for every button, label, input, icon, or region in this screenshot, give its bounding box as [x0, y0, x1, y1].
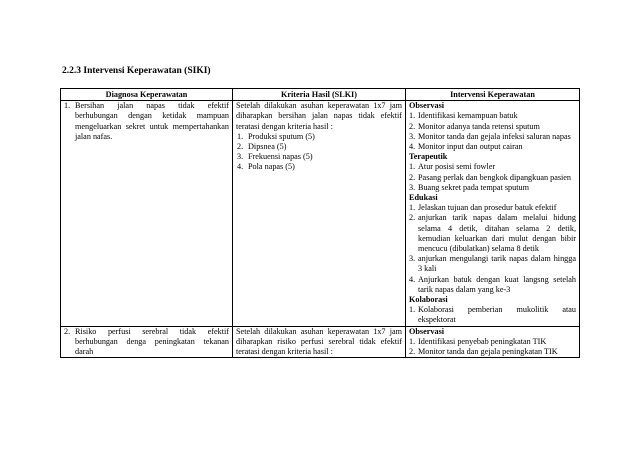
- diagnosa-text: Risiko perfusi serebral tidak efektif berhubungan denga peningkatan tekanan darah: [75, 326, 229, 357]
- observasi-item: 1. Identifikasi kemampuan batuk: [409, 111, 518, 121]
- edukasi-title: Edukasi: [409, 193, 438, 203]
- edukasi-item: 3. anjurkan mengulangi tarik napas dalam hingga 3 kali: [409, 254, 576, 274]
- kriteria-item: 4. Pola napas (5): [237, 162, 295, 172]
- edukasi-item: 2. anjurkan tarik napas dalam melalui hidung selama 4 detik, ditahan selama 2 detik, kemudian keluarkan dari mulut dengan bibir mencucu (dibulatkan) selama 8 detik: [409, 213, 576, 254]
- diagnosa-text: Bersihan jalan napas tidak efektif berhubungan dengan ketidak mampuan mengeluarkan sekret untuk mempertahankan jalan nafas.: [75, 101, 229, 141]
- kriteria-intro: Setelah dilakukan asuhan keperawatan 1x7 jam diharapkan bersihan jalan napas tidak efektif teratasi dengan kriteria hasil :: [236, 101, 402, 131]
- kriteria-cell: [233, 326, 406, 358]
- edukasi-item: 1. Jelaskan tujuan dan prosedur batuk efektif: [409, 203, 557, 213]
- kriteria-intro: Setelah dilakukan asuhan keperawatan 1x7 jam diharapkan risiko perfusi serebral tidak efektif teratasi dengan kriteria hasil :: [236, 326, 402, 357]
- diagnosa-cell: [61, 101, 233, 326]
- intervensi-cell: [406, 326, 580, 358]
- observasi-item: 4. Monitor input dan output cairan: [409, 142, 523, 152]
- observasi-title: Observasi: [409, 101, 445, 111]
- observasi-item: 2. Monitor tanda dan gejala peningkatan TIK: [409, 347, 558, 357]
- kolaborasi-item: 1. Kolaborasi pemberian mukolitik atau ekspektorat: [409, 305, 576, 325]
- diagnosa-cell: [61, 326, 233, 358]
- header-kriteria: Kriteria Hasil (SLKI): [233, 89, 406, 101]
- terapeutik-item: 2. Pasang perlak dan bengkok dipangkuan pasien: [409, 172, 572, 182]
- section-heading: 2.2.3 Intervensi Keperawatan (SIKI): [62, 66, 211, 76]
- kolaborasi-title: Kolaborasi: [409, 295, 448, 305]
- intervensi-cell: [406, 101, 580, 326]
- intervention-table: [60, 88, 580, 358]
- kriteria-item: 2. Dipsnea (5): [237, 142, 287, 152]
- terapeutik-item: 1. Atur posisi semi fowler: [409, 162, 496, 172]
- header-intervensi: Intervensi Keperawatan: [406, 89, 580, 101]
- header-diagnosa: Diagnosa Keperawatan: [61, 89, 233, 101]
- observasi-item: 3. Monitor tanda dan gejala infeksi saluran napas: [409, 131, 571, 141]
- table-row: [61, 101, 580, 326]
- observasi-item: 2. Monitor adanya tanda retensi sputum: [409, 121, 540, 131]
- table-row: [61, 326, 580, 358]
- diagnosa-number: 1.: [64, 101, 71, 111]
- edukasi-item: 4. Anjurkan batuk dengan kuat langsng setelah tarik napas dalam yang ke-3: [409, 274, 576, 294]
- diagnosa-number: 2.: [64, 326, 71, 336]
- kriteria-item: 1. Produksi sputum (5): [237, 131, 315, 141]
- kriteria-cell: [233, 101, 406, 326]
- kriteria-item: 3. Frekuensi napas (5): [237, 152, 313, 162]
- table-header-row: [61, 89, 580, 101]
- terapeutik-title: Terapeutik: [409, 152, 448, 162]
- observasi-title: Observasi: [409, 326, 445, 336]
- terapeutik-item: 3. Buang sekret pada tempat sputum: [409, 182, 529, 192]
- observasi-item: 1. Identifikasi penyebab peningkatan TIK: [409, 336, 547, 346]
